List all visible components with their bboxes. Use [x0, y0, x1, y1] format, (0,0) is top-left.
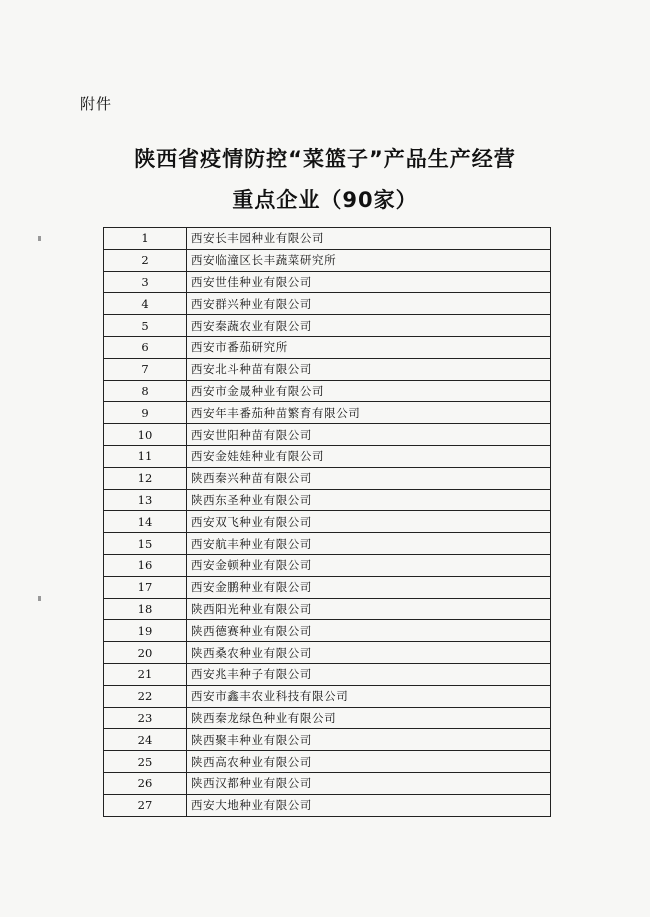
company-name: 陕西东圣种业有限公司: [187, 489, 551, 511]
company-name: 西安临潼区长丰蔬菜研究所: [187, 249, 551, 271]
table-row: [104, 249, 551, 271]
table-row: [104, 228, 551, 250]
title-line-2: 重点企业（90家）: [232, 188, 418, 212]
company-name: 西安北斗种苗有限公司: [187, 358, 551, 380]
row-number: 26: [104, 772, 187, 794]
company-name: 陕西德赛种业有限公司: [187, 620, 551, 642]
company-name: 陕西聚丰种业有限公司: [187, 729, 551, 751]
row-number: 8: [104, 380, 187, 402]
company-name: 西安世阳种苗有限公司: [187, 424, 551, 446]
company-name: 西安市鑫丰农业科技有限公司: [187, 685, 551, 707]
table-row: [104, 751, 551, 773]
company-name: 西安群兴种业有限公司: [187, 293, 551, 315]
title-line-1: 陕西省疫情防控“菜篮子”产品生产经营: [134, 147, 516, 171]
row-number: 5: [104, 315, 187, 337]
row-number: 1: [104, 228, 187, 250]
row-number: 14: [104, 511, 187, 533]
row-number: 9: [104, 402, 187, 424]
row-number: 22: [104, 685, 187, 707]
company-name: 西安市金晟种业有限公司: [187, 380, 551, 402]
company-name: 西安年丰番茄种苗繁育有限公司: [187, 402, 551, 424]
scan-mark: [38, 236, 41, 241]
row-number: 11: [104, 445, 187, 467]
row-number: 25: [104, 751, 187, 773]
company-name: 西安金顿种业有限公司: [187, 554, 551, 576]
company-name: 陕西汉都种业有限公司: [187, 772, 551, 794]
company-name: 陕西秦龙绿色种业有限公司: [187, 707, 551, 729]
table-row: [104, 358, 551, 380]
table-row: [104, 729, 551, 751]
table-row: [104, 772, 551, 794]
table-row: [104, 707, 551, 729]
row-number: 13: [104, 489, 187, 511]
table-row: [104, 663, 551, 685]
table-row: [104, 620, 551, 642]
table-row: [104, 489, 551, 511]
row-number: 27: [104, 794, 187, 816]
table-row: [104, 402, 551, 424]
company-name: 西安长丰园种业有限公司: [187, 228, 551, 250]
row-number: 16: [104, 554, 187, 576]
row-number: 6: [104, 336, 187, 358]
row-number: 7: [104, 358, 187, 380]
company-name: 陕西秦兴种苗有限公司: [187, 467, 551, 489]
company-name: 西安航丰种业有限公司: [187, 533, 551, 555]
company-name: 西安大地种业有限公司: [187, 794, 551, 816]
table-row: [104, 380, 551, 402]
row-number: 20: [104, 642, 187, 664]
row-number: 2: [104, 249, 187, 271]
company-name: 西安市番茄研究所: [187, 336, 551, 358]
row-number: 12: [104, 467, 187, 489]
row-number: 24: [104, 729, 187, 751]
table-row: [104, 554, 551, 576]
scan-mark: [38, 596, 41, 601]
table-row: [104, 642, 551, 664]
company-name: 陕西桑农种业有限公司: [187, 642, 551, 664]
company-name: 西安金娃娃种业有限公司: [187, 445, 551, 467]
table-row: [104, 293, 551, 315]
table-row: [104, 598, 551, 620]
table-row: [104, 794, 551, 816]
company-name: 西安秦蔬农业有限公司: [187, 315, 551, 337]
row-number: 18: [104, 598, 187, 620]
table-row: [104, 424, 551, 446]
table-row: [104, 271, 551, 293]
company-name: 西安兆丰种子有限公司: [187, 663, 551, 685]
row-number: 4: [104, 293, 187, 315]
row-number: 21: [104, 663, 187, 685]
row-number: 19: [104, 620, 187, 642]
attachment-label: 附件: [80, 95, 113, 113]
table-row: [104, 511, 551, 533]
table-row: [104, 467, 551, 489]
row-number: 3: [104, 271, 187, 293]
table-row: [104, 685, 551, 707]
table-row: [104, 445, 551, 467]
row-number: 15: [104, 533, 187, 555]
table-row: [104, 576, 551, 598]
enterprise-table: [103, 227, 551, 817]
company-name: 陕西高农种业有限公司: [187, 751, 551, 773]
row-number: 17: [104, 576, 187, 598]
company-name: 西安世佳种业有限公司: [187, 271, 551, 293]
table-row: [104, 533, 551, 555]
company-name: 西安金鹏种业有限公司: [187, 576, 551, 598]
row-number: 23: [104, 707, 187, 729]
company-name: 西安双飞种业有限公司: [187, 511, 551, 533]
company-name: 陕西阳光种业有限公司: [187, 598, 551, 620]
table-row: [104, 315, 551, 337]
row-number: 10: [104, 424, 187, 446]
table-row: [104, 336, 551, 358]
